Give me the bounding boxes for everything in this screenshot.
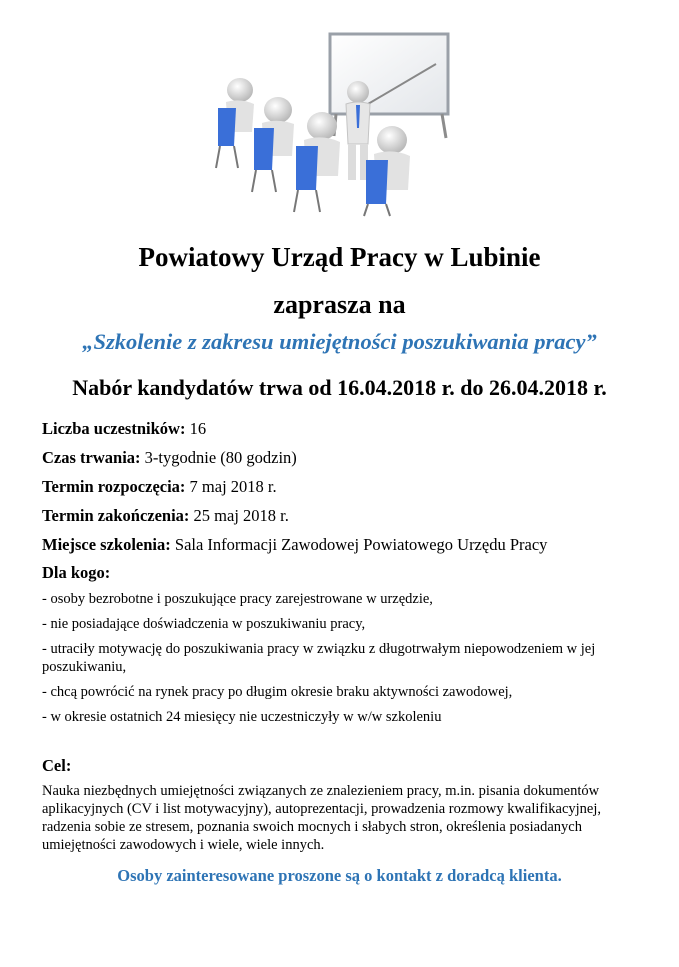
detail-label: Termin zakończenia: [42, 506, 190, 525]
list-item: - utraciły motywację do poszukiwania pracy w związku z długotrwałym niepowodzeniem w jej poszukiwaniu, [42, 641, 596, 675]
detail-label: Czas trwania: [42, 448, 141, 467]
goal-heading: Cel: [42, 756, 72, 775]
detail-value: 3-tygodnie (80 godzin) [144, 448, 297, 467]
detail-value: 7 maj 2018 r. [189, 477, 277, 496]
audience-list [42, 590, 642, 733]
detail-duration [42, 447, 642, 469]
detail-location [42, 534, 642, 556]
audience-heading: Dla kogo: [42, 563, 111, 582]
contact-note: Osoby zainteresowane proszone są o kontakt z doradcą klienta. [117, 866, 562, 885]
detail-label: Termin rozpoczęcia: [42, 477, 186, 496]
detail-value: 16 [189, 419, 207, 438]
list-item: - w okresie ostatnich 24 miesięcy nie uczestniczyły w w/w szkoleniu [42, 709, 442, 725]
goal-text: Nauka niezbędnych umiejętności związanych ze znalezieniem pracy, m.in. pisania dokumentów aplikacyjnych (CV i list motywacyjny), autoprezentacji, prowadzenia rozmowy kwalifikacyjnej, radzenia sobie ze stresem, poznania swoich mocnych i słabych stron, określenia posiadanych umiejętności zawodowych i wiele, wiele innych. [42, 783, 602, 853]
detail-start-date [42, 476, 642, 498]
list-item: - chcą powrócić na rynek pracy po długim okresie braku aktywności zawodowej, [42, 684, 513, 700]
detail-participants [42, 418, 642, 440]
detail-value: Sala Informacji Zawodowej Powiatowego Urzędu Pracy [174, 535, 548, 554]
list-item: - nie posiadające doświadczenia w poszukiwaniu pracy, [42, 616, 366, 632]
office-title: Powiatowy Urząd Pracy w Lubinie [138, 242, 541, 272]
course-title: „Szkolenie z zakresu umiejętności poszukiwania pracy” [82, 329, 597, 354]
detail-label: Miejsce szkolenia: [42, 535, 171, 554]
training-presentation-illustration [210, 28, 470, 218]
detail-label: Liczba uczestników: [42, 419, 186, 438]
recruitment-period: Nabór kandydatów trwa od 16.04.2018 r. do 26.04.2018 r. [72, 375, 607, 400]
list-item: - osoby bezrobotne i poszukujące pracy zarejestrowane w urzędzie, [42, 591, 433, 607]
detail-value: 25 maj 2018 r. [193, 506, 289, 525]
detail-end-date [42, 505, 642, 527]
invites-text: zaprasza na [273, 290, 406, 319]
